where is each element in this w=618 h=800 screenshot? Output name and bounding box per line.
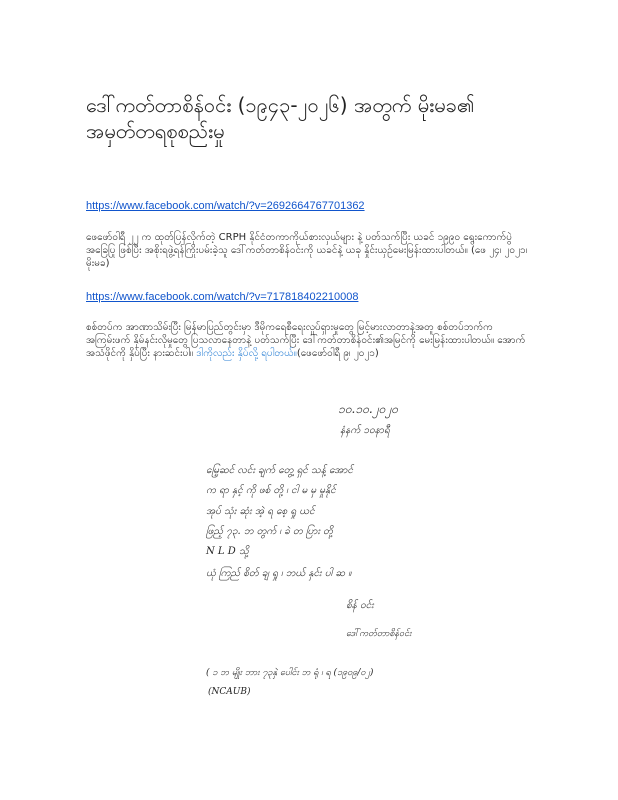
title-line-1: ဒေါ်ကတ်တာစိန်ဝင်း (၁၉၄၃-၂၀၂၆) အတွက် မိုးမခ၏	[86, 93, 475, 117]
letter-line-2: က ရာ နှင့် ကို ဖစ် တို့ ၊ ငါ မ မှ မှုနိုင်	[206, 485, 336, 496]
letter-signature-name: ဒေါ်ကတ်တာစိန်ဝင်း	[346, 629, 412, 639]
letter-line-1: မြေ့ဆင် လင်း ချက် တွေ့ ရှင် သန့် အောင်	[206, 465, 353, 476]
letter-line-4: ဖြည့် ၇၃. ဘ တွက် ၊ ခဲ တ ပြား တို့	[206, 526, 333, 537]
letter-footnote-org: (NCAUB)	[208, 687, 251, 697]
letter-signature: စိန် ဝင်း	[346, 600, 374, 611]
intro-paragraph: ဖေဖော်ဝါရီ ၂၂ က ထုတ်ပြန်လိုက်တဲ့ CRPH နိုင်ငံတကာကိုယ်စားလှယ်များ နဲ့ ပတ်သက်ပြီး ယခင် ၁၉၉၀ ရွေးကောက်ပွဲအခြေပြု ဖြစ်ပြီး အစိုးရဖွဲ့ရန်ကြိုးပမ်းခဲ့သူ ဒေါ်ကတ်တာစိန်ဝင်းကို ယခင်နဲ့ ယခု နှိုင်းယှဉ်မေးမြန်းထားပါတယ်။ (ဖေ ၂၄၊ ၂၀၂၁၊ မိုးမခ)	[86, 232, 528, 269]
letter-footnote: ( ၁ ဘ မျိုး ဘား ၇၃နှဲ ပေါင်း ဘ ရုံ ၊ ရ (၁၉၀၉/၀၂)	[206, 668, 374, 678]
title-line-2: အမှတ်တရစုစည်းမှု	[86, 119, 225, 143]
handwritten-letter-svg	[198, 383, 448, 705]
letter-line-5: N L D သို့	[206, 546, 249, 557]
page-title	[86, 92, 556, 144]
audio-paragraph-text: စစ်တပ်က အာဏာသိမ်းပြီး မြန်မာပြည်တွင်းမှာ ဒီမိုကရေစီရေးလှုပ်ရှားမှုတွေ မြင့်မားလာတာနဲ့အတူ စစ်တပ်ဘက်က အကြမ်းဖက် နှိမ်နင်းလိုမှုတွေ ပြသလာနေတာနဲ့ ပတ်သက်ပြီး ဒေါ်ကတ်တာစိန်ဝင်း၏အမြင်ကို မေးမြန်းထားပါတယ်။ အောက် အသံဖိုင်ကို နှိပ်ပြီး နားဆင်းပါ။	[86, 322, 526, 359]
letter-line-3: အုပ် သုံး ဆုံး အဲ့ ရ စေ့ ရှု ယင်	[206, 506, 315, 517]
facebook-video-link-2[interactable]: https://www.facebook.com/watch/?v=717818402210008	[86, 291, 359, 303]
letter-date: ၁၀.၁၀.၂၀၂၀	[338, 402, 398, 416]
letter-time: နံနက် ၁၀နာရီ	[340, 425, 390, 436]
audio-link[interactable]: ဒါကိုလည်း နှိပ်လို့ ရပါတယ်။	[196, 348, 297, 359]
letter-line-6: ယုံ ကြည် စိတ် ချ ရှု ၊ ဘယ် နှင်း ပါ ဆ ။	[206, 568, 352, 579]
facebook-video-link-1[interactable]: https://www.facebook.com/watch/?v=2692664767701362	[86, 200, 365, 212]
handwritten-letter-image	[198, 383, 448, 705]
audio-paragraph	[86, 321, 536, 360]
audio-paragraph-date: (ဖေဖော်ဝါရီ ၉၊ ၂၀၂၁)	[296, 348, 379, 359]
